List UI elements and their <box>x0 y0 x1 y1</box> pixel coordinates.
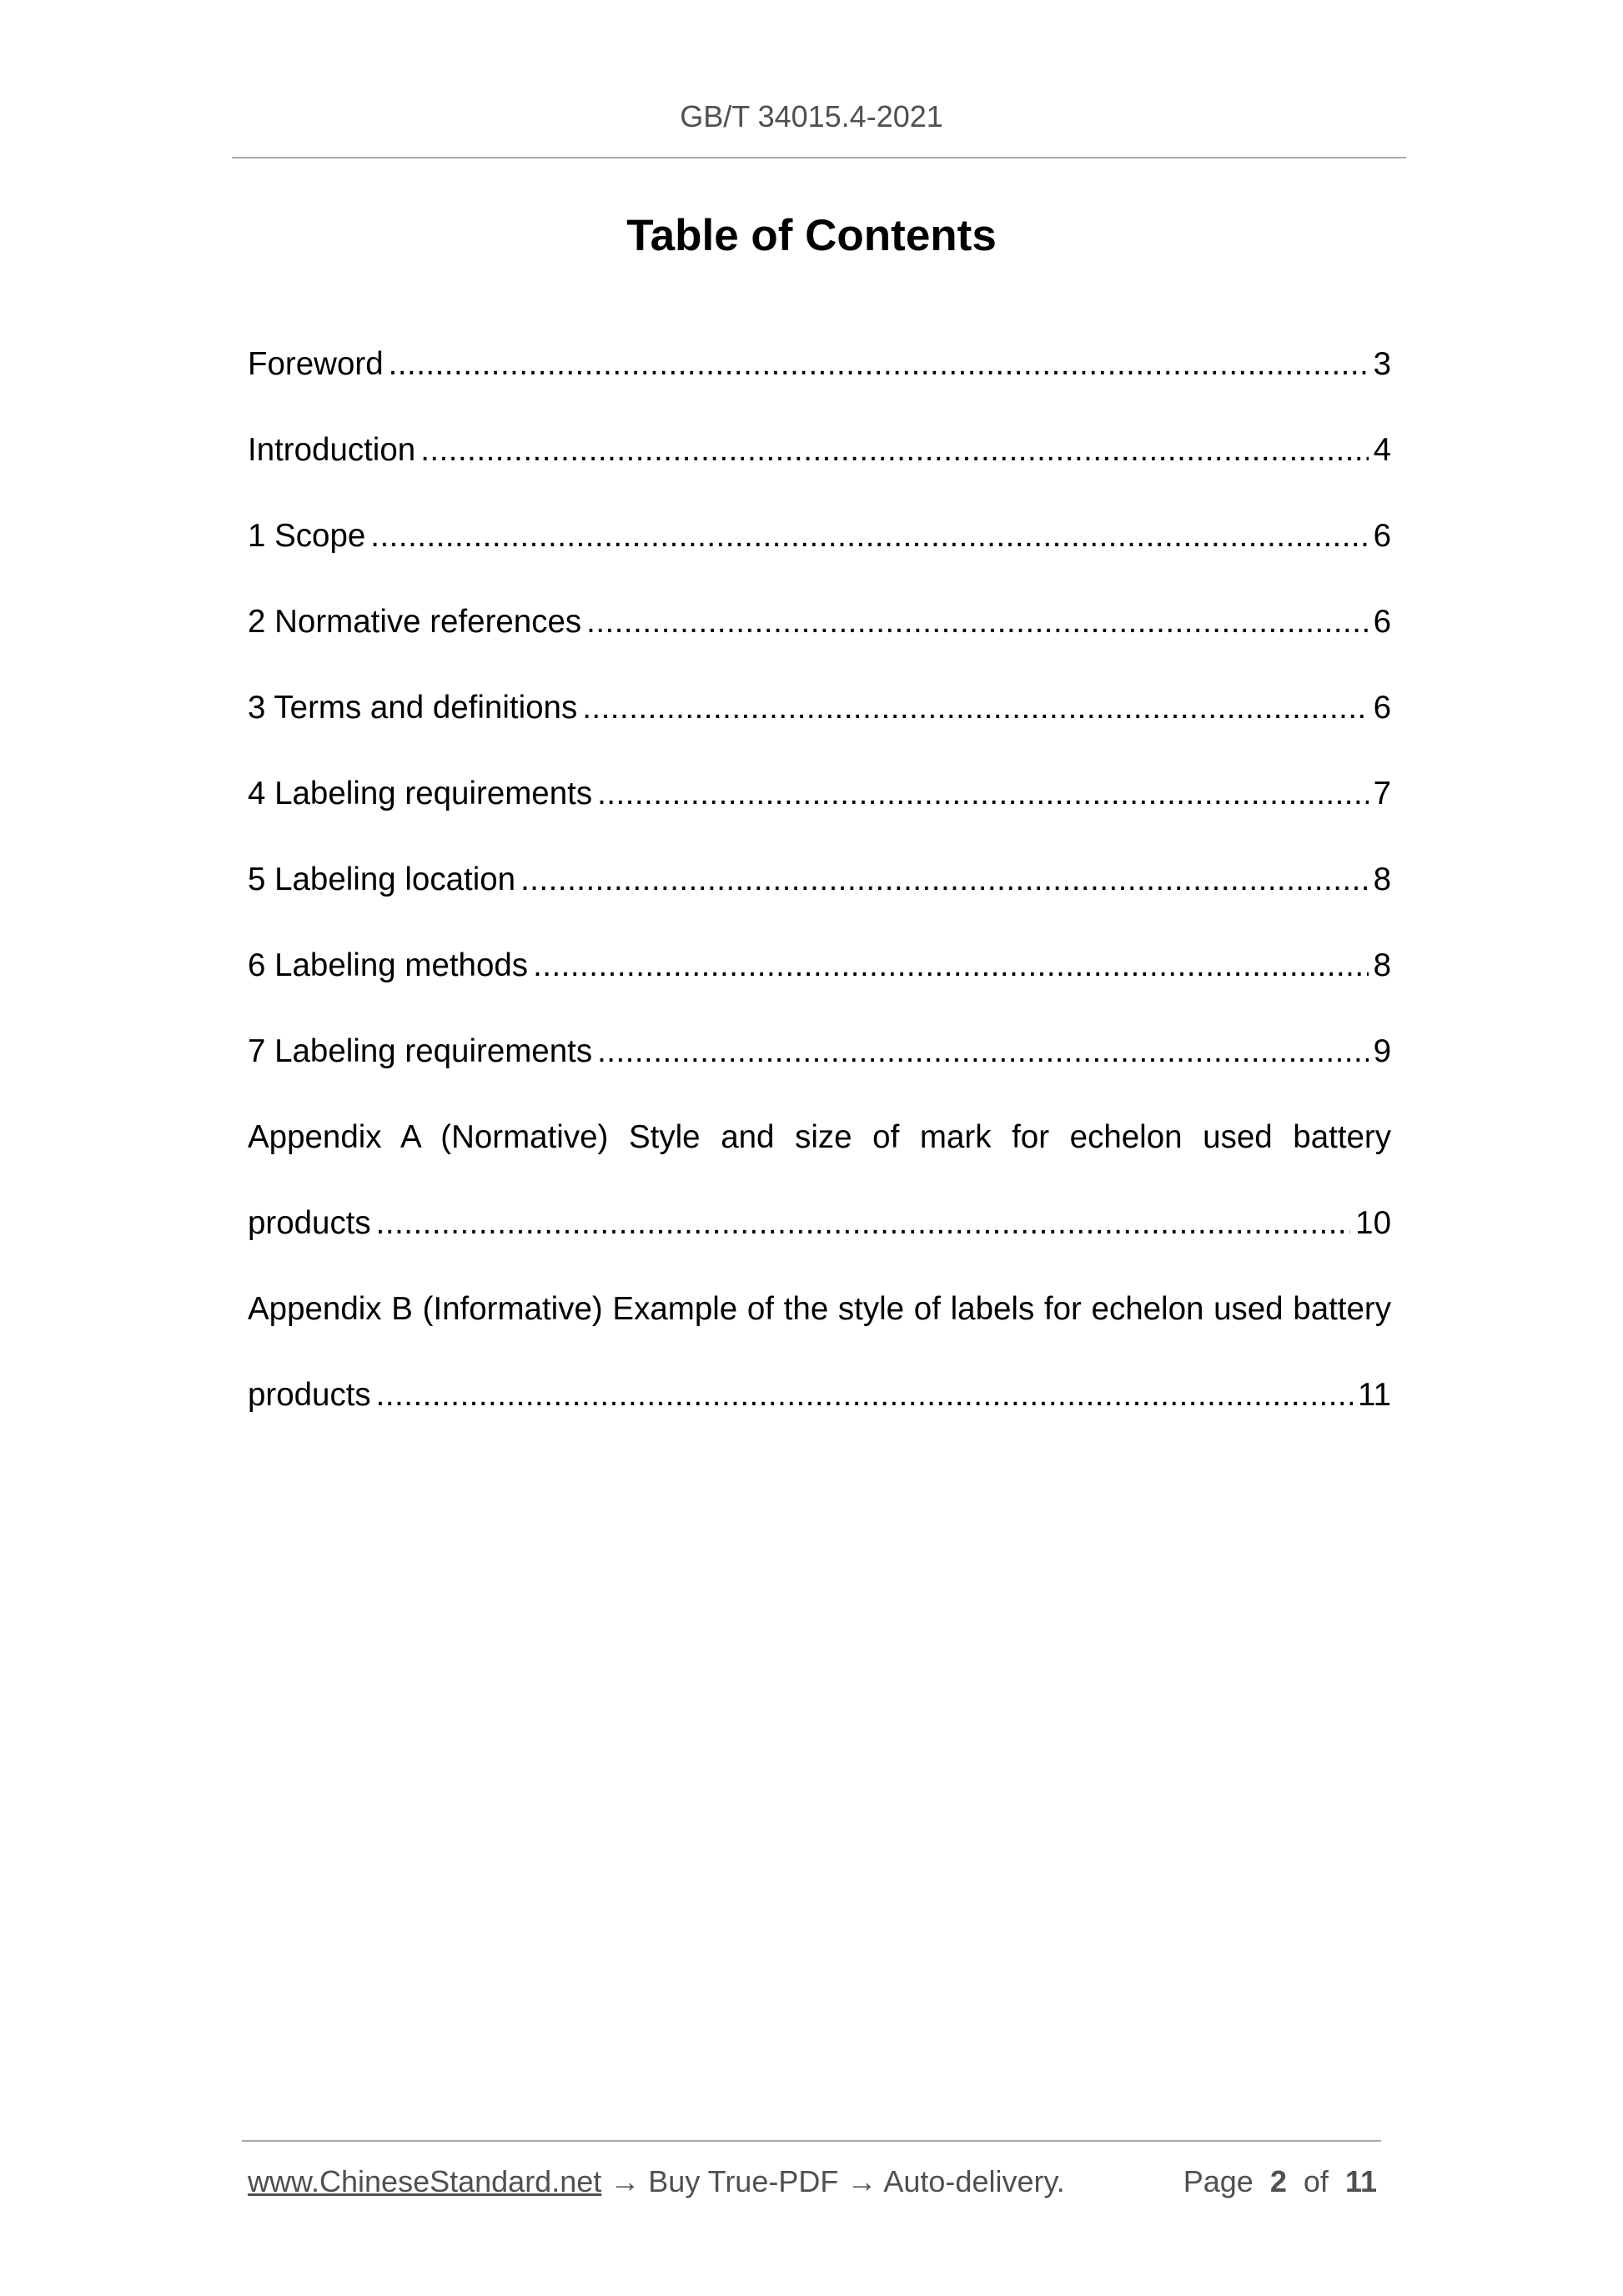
toc-entry-page: 11 <box>1358 1377 1391 1413</box>
toc-entry-label: 6 Labeling methods <box>248 947 529 983</box>
toc-entry-label-line2: products <box>248 1205 371 1241</box>
toc-entry-page: 6 <box>1373 690 1391 726</box>
toc-entry-page: 10 <box>1355 1205 1391 1241</box>
toc-entry-label: Foreword <box>248 346 384 382</box>
toc-entry-label: 3 Terms and definitions <box>248 690 578 726</box>
toc-dot-leader <box>376 1368 1353 1423</box>
toc-dot-leader <box>597 1024 1369 1079</box>
toc-entry-normative-references[interactable] <box>248 595 1391 681</box>
of-word: of <box>1303 2164 1329 2198</box>
toc-entry-page: 8 <box>1373 862 1391 897</box>
toc-entry-label-line1: Appendix B (Informative) Example of the style of labels for echelon used battery <box>248 1291 1391 1327</box>
toc-entry-page: 7 <box>1373 776 1391 811</box>
document-header-code: GB/T 34015.4-2021 <box>680 99 943 133</box>
toc-entry-label: 4 Labeling requirements <box>248 776 593 811</box>
toc-entry-page: 8 <box>1373 947 1391 983</box>
site-link[interactable]: www.ChineseStandard.net <box>248 2164 602 2198</box>
toc-title: Table of Contents <box>626 211 997 260</box>
toc-entry-scope[interactable] <box>248 509 1391 595</box>
page-footer <box>248 2158 1384 2205</box>
toc-dot-leader <box>586 595 1368 650</box>
toc-entry-label: 1 Scope <box>248 518 366 554</box>
toc-dot-leader <box>520 852 1368 907</box>
total-pages-number: 11 <box>1344 2164 1377 2198</box>
toc-entry-page: 6 <box>1373 604 1391 640</box>
toc-entry-foreword[interactable] <box>248 337 1391 423</box>
toc-entry-page: 4 <box>1373 432 1391 468</box>
toc-dot-leader <box>370 509 1368 564</box>
toc-dot-leader <box>420 423 1368 478</box>
current-page-number: 2 <box>1269 2164 1287 2198</box>
toc-entry-label-line1: Appendix A (Normative) Style and size of mark for echelon used battery <box>248 1119 1391 1155</box>
toc-entry-appendix-a[interactable] <box>248 1110 1391 1282</box>
toc-entry-label: 2 Normative references <box>248 604 582 640</box>
toc-entry-label: 5 Labeling location <box>248 862 516 897</box>
toc-entry-label: Introduction <box>248 432 416 468</box>
toc-entry-introduction[interactable] <box>248 423 1391 509</box>
toc-entry-page: 9 <box>1373 1033 1391 1069</box>
toc-dot-leader <box>533 938 1369 993</box>
toc-entry-label-line2: products <box>248 1377 371 1413</box>
arrow-right-icon: → <box>610 2164 641 2198</box>
toc-entry-labeling-methods[interactable] <box>248 938 1391 1024</box>
toc-entry-labeling-location[interactable] <box>248 852 1391 938</box>
page-word: Page <box>1183 2164 1254 2198</box>
toc-entry-page: 6 <box>1373 518 1391 554</box>
toc-entry-terms-definitions[interactable] <box>248 681 1391 766</box>
toc-entry-labeling-requirements-7[interactable] <box>248 1024 1391 1110</box>
toc-entry-label: 7 Labeling requirements <box>248 1033 593 1069</box>
arrow-right-icon: → <box>847 2164 877 2198</box>
footer-promo <box>248 2158 1065 2205</box>
toc-dot-leader <box>597 766 1369 821</box>
auto-delivery-text: Auto-delivery. <box>883 2164 1065 2198</box>
toc-dot-leader <box>582 681 1368 736</box>
footer-divider <box>242 2140 1381 2142</box>
toc-dot-leader <box>376 1196 1351 1251</box>
toc-entry-appendix-b[interactable] <box>248 1282 1391 1454</box>
header-divider <box>232 157 1406 158</box>
buy-true-pdf-text: Buy True-PDF <box>648 2164 839 2198</box>
toc-dot-leader <box>389 337 1369 392</box>
page-indicator <box>1183 2158 1377 2205</box>
toc-entry-page: 3 <box>1373 346 1391 382</box>
toc-list <box>248 337 1391 1454</box>
toc-entry-labeling-requirements-4[interactable] <box>248 766 1391 852</box>
